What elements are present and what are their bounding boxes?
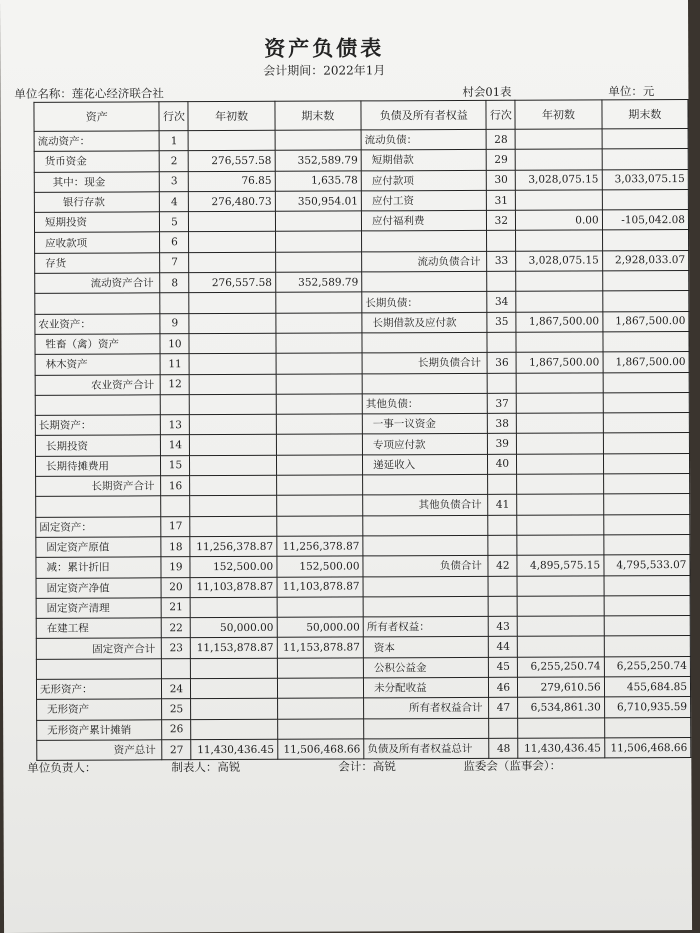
begin-value-cell: 6,255,250.74 [518,657,604,678]
row-no-cell: 26 [162,719,191,739]
row-no-cell [487,373,516,393]
row-no-cell: 18 [161,537,190,557]
header-begin-2: 年初数 [515,100,601,129]
end-value-cell [603,413,689,434]
begin-value-cell [516,332,602,353]
row-no-cell: 28 [486,129,515,149]
end-value-cell [603,474,689,495]
asset-cell: 短期投资 [34,212,160,233]
liability-cell: 长期负债合计 [362,353,487,374]
row-no-cell: 44 [489,637,518,657]
end-value-cell [603,494,689,515]
end-value-cell [604,534,690,555]
end-value-cell: -105,042.08 [602,210,688,231]
begin-value-cell [516,230,602,251]
asset-cell: 农业资产： [35,313,161,334]
liability-cell: 应付款项 [361,170,486,191]
row-no-cell: 38 [488,413,517,433]
row-no-cell: 11 [160,354,189,374]
liability-cell: 流动负债合计 [362,251,487,272]
end-value-cell [602,149,688,170]
liability-cell: 短期借款 [361,150,486,171]
row-no-cell: 16 [161,476,190,496]
end-value-cell [276,414,362,435]
row-no-cell [160,293,189,313]
row-no-cell: 4 [160,192,189,212]
end-value-cell: 352,589.79 [275,272,361,293]
end-value-cell [602,189,688,210]
begin-value-cell: 1,867,500.00 [516,312,602,333]
end-value-cell [275,252,361,273]
row-no-cell: 25 [162,699,191,719]
row-no-cell: 43 [489,616,518,636]
begin-value-cell: 1,867,500.00 [516,352,602,373]
row-no-cell [489,718,518,738]
table-row [35,453,689,476]
end-value-cell: 3,033,075.15 [602,169,688,190]
liability-cell: 长期负债： [362,292,487,313]
end-value-cell [604,575,690,596]
begin-value-cell [188,130,274,151]
table-row [35,311,689,334]
begin-value-cell [517,413,603,434]
row-no-cell: 6 [160,232,189,252]
currency-unit: 单位：元 [608,84,655,99]
begin-value-cell [190,455,276,476]
table-row [35,271,689,294]
table-row [35,392,689,415]
begin-value-cell: 11,103,878.87 [190,577,276,598]
row-no-cell: 48 [489,738,518,758]
end-value-cell: 1,867,500.00 [603,311,689,332]
row-no-cell: 22 [162,618,191,638]
liability-cell [363,596,488,617]
row-no-cell: 41 [488,495,517,515]
asset-cell: 固定资产净值 [36,577,162,598]
end-value-cell [277,719,363,740]
end-value-cell [602,230,688,251]
balance-sheet-table [33,99,691,761]
begin-value-cell [517,494,603,515]
footer-preparer: 制表人：高锐 [171,759,241,775]
begin-value-cell [515,129,601,150]
liability-cell: 资本 [363,637,488,658]
liability-cell: 递延收入 [363,454,488,475]
row-no-cell: 32 [487,210,516,230]
table-row [35,291,689,314]
row-no-cell: 14 [161,435,190,455]
liability-cell [362,271,487,292]
table-row [36,575,690,598]
row-no-cell: 36 [487,353,516,373]
end-value-cell: 11,506,468.66 [277,739,363,760]
begin-value-cell [518,717,604,738]
end-value-cell [604,717,690,738]
table-row [35,352,689,375]
row-no-cell: 40 [488,454,517,474]
begin-value-cell [190,374,276,395]
asset-cell: 流动资产合计 [35,273,161,294]
row-no-cell: 19 [161,557,190,577]
begin-value-cell [517,515,603,536]
begin-value-cell: 3,028,075.15 [516,251,602,272]
table-row [35,230,689,253]
begin-value-cell [190,435,276,456]
begin-value-cell [191,658,277,679]
begin-value-cell: 276,557.58 [189,272,275,293]
begin-value-cell [517,393,603,414]
asset-cell: 减：累计折旧 [36,557,162,578]
header-liability: 负债及所有者权益 [361,100,486,130]
begin-value-cell [189,354,275,375]
table-row [37,697,691,720]
end-value-cell: 50,000.00 [277,617,363,638]
row-no-cell: 23 [162,638,191,658]
begin-value-cell: 11,153,878.87 [191,638,277,659]
row-no-cell: 45 [489,657,518,677]
header-row-no: 行次 [159,102,188,131]
liability-cell: 其他负债合计 [363,495,488,516]
begin-value-cell [189,313,275,334]
liability-cell [364,718,489,739]
table-row [36,656,690,679]
table-row [35,433,689,456]
liability-cell: 应付福利费 [361,211,486,232]
asset-cell: 固定资产清理 [36,598,162,619]
begin-value-cell [517,454,603,475]
asset-cell: 资产总计 [37,740,163,761]
row-no-cell: 21 [162,598,191,618]
liability-cell: 所有者权益合计 [364,698,489,719]
table-row [35,250,689,273]
end-value-cell: 152,500.00 [277,556,363,577]
end-value-cell [276,434,362,455]
row-no-cell: 34 [487,292,516,312]
end-value-cell [603,453,689,474]
end-value-cell [276,292,362,313]
row-no-cell [161,496,190,516]
table-row [36,595,690,618]
row-no-cell: 31 [487,190,516,210]
end-value-cell: 6,710,935.59 [604,697,690,718]
row-no-cell: 9 [160,313,189,333]
asset-cell: 固定资产： [36,516,162,537]
begin-value-cell [518,636,604,657]
document-title: 资产负债表 [264,35,385,61]
table-row [36,636,690,659]
liability-cell: 负债及所有者权益总计 [364,738,489,759]
row-no-cell: 29 [487,150,516,170]
asset-cell: 无形资产： [36,679,162,700]
end-value-cell [277,597,363,618]
begin-value-cell [189,232,275,253]
begin-value-cell: 11,430,436.45 [518,738,604,759]
end-value-cell [602,271,688,292]
row-no-cell: 24 [162,679,191,699]
begin-value-cell [517,535,603,556]
row-no-cell: 20 [161,577,190,597]
row-no-cell: 35 [487,312,516,332]
end-value-cell [276,373,362,394]
end-value-cell [275,231,361,252]
table-row [35,331,689,354]
end-value-cell [603,433,689,454]
asset-cell: 存货 [35,253,161,274]
begin-value-cell [190,475,276,496]
asset-cell: 其中：现金 [34,171,160,192]
begin-value-cell: 4,895,575.15 [517,555,603,576]
liability-cell: 未分配收益 [364,677,489,698]
liability-cell: 流动负债： [361,129,486,150]
begin-value-cell [517,596,603,617]
begin-value-cell: 11,256,378.87 [190,536,276,557]
begin-value-cell [189,333,275,354]
begin-value-cell [516,190,602,211]
end-value-cell [277,678,363,699]
asset-cell: 应收款项 [35,232,161,253]
table-row [34,149,688,172]
end-value-cell [275,211,361,232]
liability-cell: 专项应付款 [362,434,487,455]
begin-value-cell: 11,430,436.45 [191,739,277,760]
begin-value-cell [191,699,277,720]
asset-cell: 农业资产合计 [35,374,161,395]
end-value-cell [276,353,362,374]
header-asset: 资产 [34,102,160,132]
liability-cell: 一事一议资金 [362,414,487,435]
end-value-cell [603,331,689,352]
end-value-cell [604,616,690,637]
begin-value-cell [518,616,604,637]
end-value-cell: 4,795,533.07 [604,555,690,576]
end-value-cell: 352,589.79 [275,150,361,171]
begin-value-cell [190,516,276,537]
end-value-cell: 1,867,500.00 [603,352,689,373]
begin-value-cell [191,719,277,740]
liability-cell [363,474,488,495]
begin-value-cell [191,678,277,699]
end-value-cell [276,516,362,537]
row-no-cell: 27 [162,740,191,760]
row-no-cell: 33 [487,251,516,271]
begin-value-cell: 276,557.58 [189,151,275,172]
begin-value-cell: 3,028,075.15 [516,169,602,190]
end-value-cell [276,475,362,496]
row-no-cell: 13 [161,415,190,435]
table-row [36,474,690,497]
end-value-cell [277,658,363,679]
begin-value-cell: 50,000.00 [191,617,277,638]
row-no-cell: 1 [159,131,188,151]
begin-value-cell [516,271,602,292]
end-value-cell: 11,153,878.87 [277,637,363,658]
table-row [36,494,690,517]
end-value-cell: 6,255,250.74 [604,656,690,677]
accounting-period: 会计期间：2022年1月 [263,63,386,78]
liability-cell: 其他负债： [362,393,487,414]
header-end-2: 期末数 [602,99,688,128]
table-row [36,514,690,537]
table-row [34,128,688,151]
begin-value-cell [191,597,277,618]
liability-cell [363,535,488,556]
liability-cell: 负债合计 [363,556,488,577]
asset-cell [36,659,162,680]
footer-supervisor: 监委会（监事会）： [463,758,562,773]
liability-cell: 应付工资 [361,190,486,211]
row-no-cell [487,231,516,251]
begin-value-cell [190,496,276,517]
begin-value-cell: 152,500.00 [190,557,276,578]
end-value-cell: 11,256,378.87 [277,536,363,557]
unit-name: 单位名称：莲花心经济联合社 [14,86,164,101]
asset-cell: 长期投资 [35,435,161,456]
end-value-cell [602,291,688,312]
begin-value-cell [189,293,275,314]
liability-cell: 长期借款及应付款 [362,312,487,333]
row-no-cell [161,395,190,415]
asset-cell: 货币资金 [34,151,160,172]
begin-value-cell: 276,480.73 [189,191,275,212]
end-value-cell [604,595,690,616]
table-row [35,372,689,395]
header-end: 期末数 [275,101,361,130]
footer-accountant: 会计：高锐 [338,759,396,774]
table-header-row [34,99,688,131]
row-no-cell: 17 [161,516,190,536]
liability-cell [362,373,487,394]
end-value-cell [603,392,689,413]
table-row [36,534,690,557]
asset-cell: 固定资产原值 [36,537,162,558]
row-no-cell [488,535,517,555]
begin-value-cell [189,252,275,273]
asset-cell [35,395,161,416]
asset-cell: 银行存款 [34,192,160,213]
row-no-cell: 12 [161,374,190,394]
footer-responsible: 单位负责人： [27,760,97,775]
liability-cell [362,231,487,252]
end-value-cell [276,313,362,334]
end-value-cell [276,495,362,516]
begin-value-cell: 0.00 [516,210,602,231]
end-value-cell [277,698,363,719]
row-no-cell: 47 [489,698,518,718]
row-no-cell: 15 [161,455,190,475]
begin-value-cell: 76.85 [189,171,275,192]
row-no-cell [487,271,516,291]
begin-value-cell [190,394,276,415]
asset-cell: 长期待摊费用 [35,456,161,477]
table-row [35,413,689,436]
asset-cell: 在建工程 [36,618,162,639]
end-value-cell [603,372,689,393]
row-no-cell: 39 [488,434,517,454]
row-no-cell: 3 [160,171,189,191]
begin-value-cell [190,414,276,435]
begin-value-cell [517,474,603,495]
begin-value-cell [516,372,602,393]
header-begin: 年初数 [188,101,274,130]
row-no-cell [162,658,191,678]
end-value-cell [604,636,690,657]
row-no-cell [488,596,517,616]
table-row [37,717,691,740]
end-value-cell: 2,928,033.07 [602,250,688,271]
asset-cell [36,496,162,517]
liability-cell: 公积公益金 [363,657,488,678]
liability-cell [363,576,488,597]
table-row [34,210,688,233]
begin-value-cell: 279,610.56 [518,677,604,698]
row-no-cell [488,515,517,535]
table-row [37,737,691,760]
end-value-cell [276,455,362,476]
liability-cell: 所有者权益： [363,616,488,637]
begin-value-cell [516,149,602,170]
begin-value-cell: 6,534,861.30 [518,697,604,718]
table-row [36,616,690,639]
asset-cell: 流动资产： [34,131,160,152]
begin-value-cell [189,211,275,232]
row-no-cell [488,474,517,494]
row-no-cell [488,576,517,596]
end-value-cell [276,333,362,354]
end-value-cell: 350,954.01 [275,191,361,212]
row-no-cell [487,332,516,352]
asset-cell: 牲畜（禽）资产 [35,334,161,355]
header-row-no-2: 行次 [486,100,515,129]
row-no-cell: 46 [489,677,518,697]
begin-value-cell [517,433,603,454]
liability-cell [362,332,487,353]
row-no-cell: 5 [160,212,189,232]
asset-cell: 林木资产 [35,354,161,375]
row-no-cell: 2 [160,151,189,171]
table-row [34,169,688,192]
row-no-cell: 42 [488,555,517,575]
row-no-cell: 30 [487,170,516,190]
asset-cell: 长期资产： [35,415,161,436]
table-row [34,189,688,212]
table-row [36,677,690,700]
end-value-cell [602,128,688,149]
asset-cell [35,293,161,314]
row-no-cell: 10 [160,334,189,354]
row-no-cell: 37 [488,393,517,413]
form-number: 村会01表 [462,84,512,99]
end-value-cell [276,394,362,415]
begin-value-cell [517,575,603,596]
asset-cell: 无形资产累计摊销 [37,719,163,740]
end-value-cell: 11,506,468.66 [604,737,690,758]
begin-value-cell [516,291,602,312]
liability-cell [363,515,488,536]
end-value-cell: 11,103,878.87 [277,576,363,597]
end-value-cell: 1,635.78 [275,171,361,192]
end-value-cell: 455,684.85 [604,677,690,698]
asset-cell: 长期资产合计 [36,476,162,497]
asset-cell: 无形资产 [37,699,163,720]
asset-cell: 固定资产合计 [36,638,162,659]
row-no-cell: 8 [160,273,189,293]
end-value-cell [603,514,689,535]
row-no-cell: 7 [160,252,189,272]
end-value-cell [275,130,361,151]
table-row [36,555,690,578]
